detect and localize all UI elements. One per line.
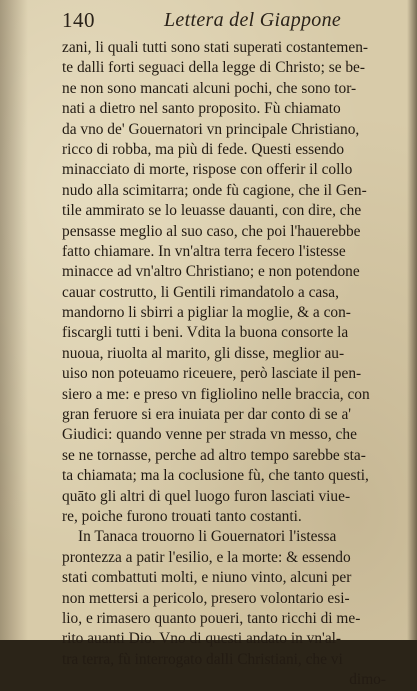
- text-line: gran feruore si era inuiata per dar conto di se a': [62, 406, 352, 424]
- text-line: mandorno li sbirri a pigliar la moglie, & a con-: [62, 304, 351, 322]
- text-line: minacce ad vn'altro Christiano; e non potendone: [62, 263, 360, 281]
- text-line: ne non sono mancati alcuni pochi, che sono tor-: [62, 79, 357, 97]
- text-line: siero a me: e preso vn figliolino nelle braccia, con: [62, 385, 370, 403]
- page-header: [62, 6, 392, 34]
- text-line: ta chiamata; ma la coclusione fù, che tanto questi,: [62, 467, 369, 485]
- text-line: nudo alla scimitarra; onde fù cagione, che il Gen-: [62, 181, 367, 199]
- text-line: minacciato di morte, rispose con offerir il collo: [62, 161, 353, 179]
- text-line: tile ammirato se lo leuasse dauanti, con dire, che: [62, 202, 362, 220]
- text-line: quāto gli altri di quel luogo furon lasciati viue-: [62, 487, 351, 505]
- text-line: non mettersi a pericolo, presero volontario esi-: [62, 589, 350, 607]
- text-line: stati combattuti molti, e niuno vinto, alcuni per: [62, 569, 352, 587]
- text-line: te dalli forti seguaci della legge di Christo; se be-: [62, 59, 366, 77]
- text-line: lio, e rimasero quanto poueri, tanto ricchi di me-: [62, 609, 361, 627]
- text-line: se ne tornasse, perche ad altro tempo sarebbe sta-: [62, 446, 366, 464]
- text-line: da vno de' Gouernatori vn principale Christiano,: [62, 120, 360, 138]
- text-line: prontezza a patir l'esilio, e la morte: & essendo: [62, 548, 351, 566]
- text-line: re, poiche furono trouati tanto costanti.: [62, 507, 302, 525]
- text-line: fiscargli tutti i beni. Vdita la buona consorte la: [62, 324, 349, 342]
- text-line: ricco di robba, ma più di fede. Questi essendo: [62, 140, 345, 158]
- paragraph-start-line: In Tanaca trouorno li Gouernatori l'istessa: [78, 528, 337, 546]
- body-text: [62, 38, 406, 691]
- gutter-shadow: [0, 0, 28, 640]
- text-line: pensasse meglio al suo caso, che poi l'hauerebbe: [62, 222, 361, 240]
- text-line: fatto chiamare. In vn'altra terra fecero l'istesse: [62, 242, 346, 260]
- text-line: nati a dietro nel santo proposito. Fù chiamato: [62, 100, 341, 118]
- catchword: dimo-: [349, 671, 386, 689]
- running-title: Lettera del Giappone: [164, 9, 342, 31]
- page-number: 140: [62, 8, 95, 32]
- text-line: cauar costrutto, li Gentili rimandatolo a casa,: [62, 283, 339, 301]
- text-line: uiso non poteuamo riceuere, però lasciate il pen-: [62, 365, 362, 383]
- text-line: zani, li quali tutti sono stati superati costantemen-: [62, 39, 369, 56]
- page-edge-shadow: [407, 0, 417, 640]
- text-line: rito auanti Dio. Vno di questi andato in vn'al-: [62, 630, 342, 648]
- text-line: nuoua, riuolta al marito, gli disse, meglior au-: [62, 344, 345, 362]
- text-line: Giudici: quando venne per strada vn messo, che: [62, 426, 357, 444]
- text-line: tra terra, fù interrogato dalli Christiani, che vi: [62, 650, 343, 668]
